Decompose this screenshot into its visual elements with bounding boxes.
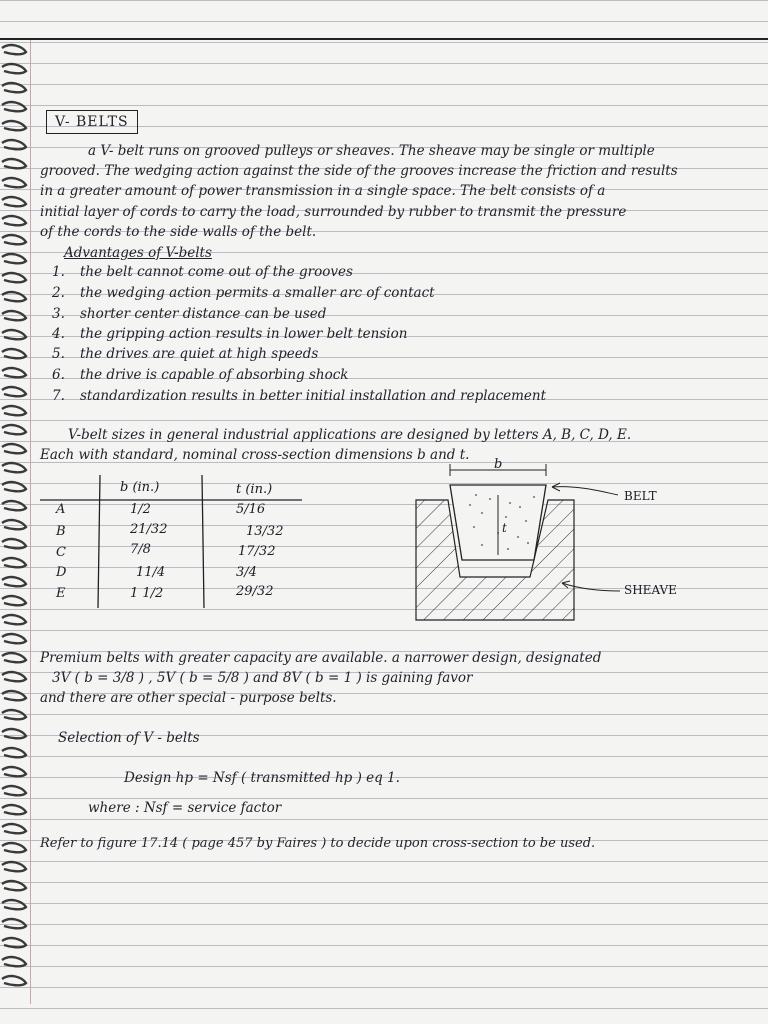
advantages-heading: Advantages of V-belts bbox=[64, 245, 212, 261]
table-cell-b: 21/32 bbox=[130, 522, 168, 537]
belt-label: BELT bbox=[624, 489, 657, 503]
dimension-t-label: t bbox=[502, 521, 507, 535]
table-cell-letter: E bbox=[56, 586, 66, 601]
spiral-binding-icon bbox=[0, 40, 32, 1000]
advantage-num: 5. bbox=[52, 346, 65, 362]
title-box bbox=[46, 110, 138, 134]
premium-line-1: Premium belts with greater capacity are available. a narrower design, designated bbox=[40, 650, 602, 666]
premium-line-3: and there are other special - purpose belts. bbox=[40, 690, 337, 706]
advantage-item: the drives are quiet at high speeds bbox=[80, 346, 319, 362]
advantage-num: 4. bbox=[52, 326, 65, 342]
advantage-num: 1. bbox=[52, 264, 65, 280]
page-title: V- BELTS bbox=[55, 114, 129, 130]
table-header-t: t (in.) bbox=[236, 482, 273, 497]
table-header-b: b (in.) bbox=[120, 480, 160, 495]
table-cell-letter: D bbox=[56, 565, 67, 580]
belt-size-table bbox=[40, 470, 310, 610]
page-top-edge bbox=[0, 38, 768, 40]
table-cell-t: 17/32 bbox=[238, 544, 276, 559]
refer-line: Refer to figure 17.14 ( page 457 by Faires ) to decide upon cross-section to be used. bbox=[40, 836, 596, 851]
table-cell-b: 1 1/2 bbox=[130, 586, 164, 601]
advantage-num: 2. bbox=[52, 285, 65, 301]
intro-line-2: grooved. The wedging action against the side of the grooves increase the friction and results bbox=[40, 163, 678, 179]
advantage-item: the wedging action permits a smaller arc of contact bbox=[80, 285, 435, 301]
advantage-item: the drive is capable of absorbing shock bbox=[80, 367, 349, 383]
sizes-line-2: Each with standard, nominal cross-section dimensions b and t. bbox=[40, 447, 470, 463]
premium-line-2: 3V ( b = 3/8 ) , 5V ( b = 5/8 ) and 8V ( b = 1 ) is gaining favor bbox=[52, 670, 473, 686]
sheave-cross-section-icon bbox=[410, 455, 740, 635]
sheave-label: SHEAVE bbox=[624, 583, 677, 597]
sheave-diagram bbox=[410, 455, 740, 635]
intro-line-5: of the cords to the side walls of the belt. bbox=[40, 224, 317, 240]
table-cell-t: 13/32 bbox=[246, 524, 284, 539]
advantage-num: 6. bbox=[52, 367, 65, 383]
intro-line-1: a V- belt runs on grooved pulleys or sheaves. The sheave may be single or multiple bbox=[88, 143, 655, 159]
advantage-item: the gripping action results in lower belt tension bbox=[80, 326, 408, 342]
table-cell-b: 1/2 bbox=[130, 502, 151, 517]
where-definition: where : Nsf = service factor bbox=[88, 800, 282, 816]
advantage-item: the belt cannot come out of the grooves bbox=[80, 264, 353, 280]
table-cell-letter: C bbox=[56, 545, 66, 560]
advantage-num: 3. bbox=[52, 306, 65, 322]
dimension-b-label: b bbox=[494, 457, 503, 472]
table-cell-t: 29/32 bbox=[236, 584, 274, 599]
advantage-num: 7. bbox=[52, 388, 65, 404]
table-cell-letter: A bbox=[56, 502, 66, 517]
advantage-item: standardization results in better initial installation and replacement bbox=[80, 388, 547, 404]
table-cell-t: 3/4 bbox=[236, 565, 257, 580]
table-cell-letter: B bbox=[56, 524, 66, 539]
sizes-line-1: V-belt sizes in general industrial applications are designed by letters A, B, C, D, E. bbox=[68, 427, 632, 443]
table-cell-b: 7/8 bbox=[130, 542, 151, 557]
design-hp-equation: Design hp = Nsf ( transmitted hp ) eq 1. bbox=[124, 770, 400, 786]
advantage-item: shorter center distance can be used bbox=[80, 306, 327, 322]
table-cell-t: 5/16 bbox=[236, 502, 266, 517]
selection-heading: Selection of V - belts bbox=[58, 730, 200, 746]
intro-line-3: in a greater amount of power transmission in a single space. The belt consists of a bbox=[40, 183, 606, 199]
table-cell-b: 11/4 bbox=[136, 565, 166, 580]
intro-line-4: initial layer of cords to carry the load, surrounded by rubber to transmit the pressure bbox=[40, 204, 627, 220]
